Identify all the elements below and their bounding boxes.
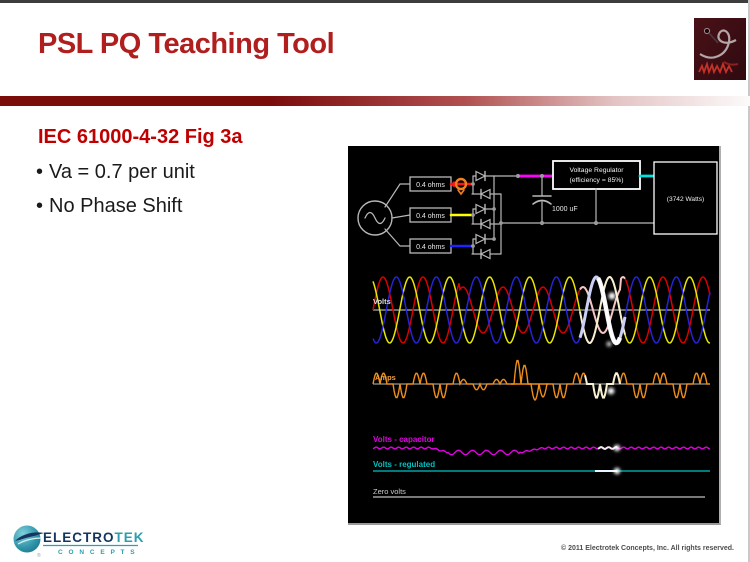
capacitor-label: 1000 uF <box>552 206 578 213</box>
copyright-text: © 2011 Electrotek Concepts, Inc. All rights reserved. <box>561 545 734 552</box>
simulator-canvas <box>348 146 719 523</box>
cursor-glow-regulated <box>614 468 620 474</box>
diode-icon <box>472 190 493 199</box>
impedance-label-c: 0.4 ohms <box>416 244 445 251</box>
volts-regulated-label: Volts - regulated <box>373 460 436 469</box>
feeder-wire-b <box>392 215 410 218</box>
impedance-label-a: 0.4 ohms <box>416 182 445 189</box>
diode-icon <box>473 172 494 181</box>
bullet-text: No Phase Shift <box>49 195 183 217</box>
guitar-logo-image <box>694 18 746 80</box>
top-border <box>0 0 750 3</box>
feeder-wire-a <box>385 184 410 207</box>
amps-label: Amps <box>375 373 396 382</box>
figure-heading: IEC 61000-4-32 Fig 3a <box>38 126 243 148</box>
electrotek-logo <box>10 520 180 560</box>
bullet-item-phase <box>36 194 182 218</box>
diode-icon <box>472 250 493 259</box>
amps-highlight <box>585 373 620 397</box>
simulator-screenshot-panel <box>348 146 721 525</box>
bullet-marker: • <box>36 195 44 217</box>
impedance-label-b: 0.4 ohms <box>416 213 445 220</box>
ac-sine-glyph <box>365 213 385 224</box>
page-title: PSL PQ Teaching Tool <box>38 28 335 60</box>
brand-electro: ELECTRO <box>43 530 115 545</box>
zero-volts-label: Zero volts <box>373 487 406 496</box>
brand-tek: TEK <box>114 530 145 545</box>
bullet-text: Va = 0.7 per unit <box>49 161 195 183</box>
registered-mark: ® <box>37 553 41 559</box>
tuning-peg <box>704 28 709 33</box>
diode-icon <box>473 235 494 244</box>
impedance-box-a <box>410 177 451 191</box>
bullet-marker: • <box>36 161 44 183</box>
load-box <box>654 162 717 234</box>
circuit-diagram <box>358 161 717 259</box>
capacitor-symbol <box>533 176 551 223</box>
clamp-handle <box>458 190 464 194</box>
volts-capacitor-label: Volts - capacitor <box>373 435 435 444</box>
impedance-box-c <box>410 239 451 253</box>
regulator-label-1: Voltage Regulator <box>569 167 624 174</box>
cursor-glow-volts <box>608 292 615 299</box>
diode-icon <box>473 205 494 214</box>
title-divider-bar <box>0 96 750 106</box>
cursor-glow-capacitor <box>614 445 620 451</box>
diode-icon <box>472 220 493 229</box>
voltage-regulator-box <box>553 161 640 189</box>
cursor-glow-amps <box>608 388 615 395</box>
waveform-plots <box>373 277 710 497</box>
bullet-item-va <box>36 160 195 184</box>
amps-transient-spike <box>511 361 548 400</box>
diode-bridge <box>472 172 494 259</box>
regulator-label-2: (efficiency = 85%) <box>569 177 624 184</box>
cursor-glow-volts-2 <box>606 341 611 346</box>
impedance-box-b <box>410 208 451 222</box>
feeder-wire-c <box>385 229 410 246</box>
brand-wordmark <box>43 530 145 545</box>
volts-label: Volts <box>373 297 391 306</box>
brand-subtitle: C O N C E P T S <box>58 549 137 556</box>
volts-capacitor-trace <box>373 447 710 455</box>
load-label: (3742 Watts) <box>666 196 705 203</box>
